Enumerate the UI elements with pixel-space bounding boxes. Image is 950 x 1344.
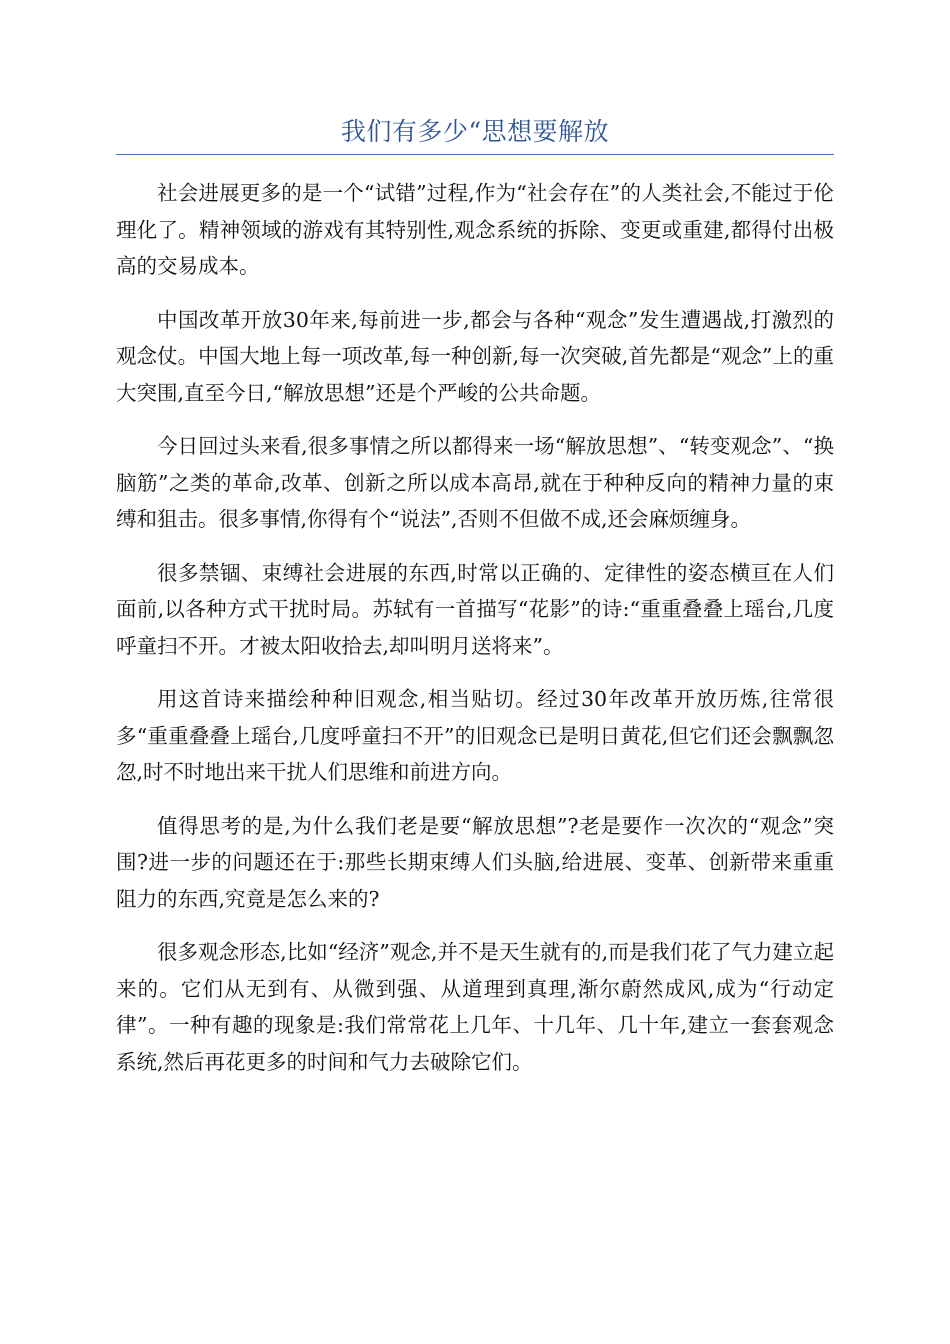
title-underline — [116, 154, 834, 155]
paragraph-7: 很多观念形态,比如“经济”观念,并不是天生就有的,而是我们花了气力建立起来的。它们从无到有、从微到强、从道理到真理,渐尔蔚然成风,成为“行动定律”。一种有趣的现象是:我们常常花上几年、十几年、几十年,建立一套套观念系统,然后再花更多的时间和气力去破除它们。 — [116, 940, 834, 1074]
document-body — [116, 175, 834, 1097]
paragraph-2: 中国改革开放30年来,每前进一步,都会与各种“观念”发生遭遇战,打激烈的观念仗。中国大地上每一项改革,每一种创新,每一次突破,首先都是“观念”上的重大突围,直至今日,“解放思想”还是个严峻的公共命题。 — [116, 307, 834, 405]
paragraph-4: 很多禁锢、束缚社会进展的东西,时常以正确的、定律性的姿态横亘在人们面前,以各种方式干扰时局。苏轼有一首描写“花影”的诗:“重重叠叠上瑶台,几度呼童扫不开。才被太阳收拾去,却叫明月送将来”。 — [116, 560, 834, 658]
paragraph-5: 用这首诗来描绘种种旧观念,相当贴切。经过30年改革开放历炼,往常很多“重重叠叠上瑶台,几度呼童扫不开”的旧观念已是明日黄花,但它们还会飘飘忽忽,时不时地出来干扰人们思维和前进方向。 — [116, 687, 834, 784]
paragraph-1: 社会进展更多的是一个“试错”过程,作为“社会存在”的人类社会,不能过于伦理化了。精神领域的游戏有其特别性,观念系统的拆除、变更或重建,都得付出极高的交易成本。 — [116, 181, 834, 278]
document-title: 我们有多少“思想要解放 — [340, 117, 610, 146]
paragraph-6: 值得思考的是,为什么我们老是要“解放思想”?老是要作一次次的“观念”突围?进一步的问题还在于:那些长期束缚人们头脑,给进展、变革、创新带来重重阻力的东西,究竟是怎么来的? — [116, 813, 834, 911]
paragraph-3: 今日回过头来看,很多事情之所以都得来一场“解放思想”、“转变观念”、“换脑筋”之类的革命,改革、创新之所以成本高昂,就在于种种反向的精神力量的束缚和狙击。很多事情,你得有个“说法”,否则不但做不成,还会麻烦缠身。 — [116, 434, 834, 531]
